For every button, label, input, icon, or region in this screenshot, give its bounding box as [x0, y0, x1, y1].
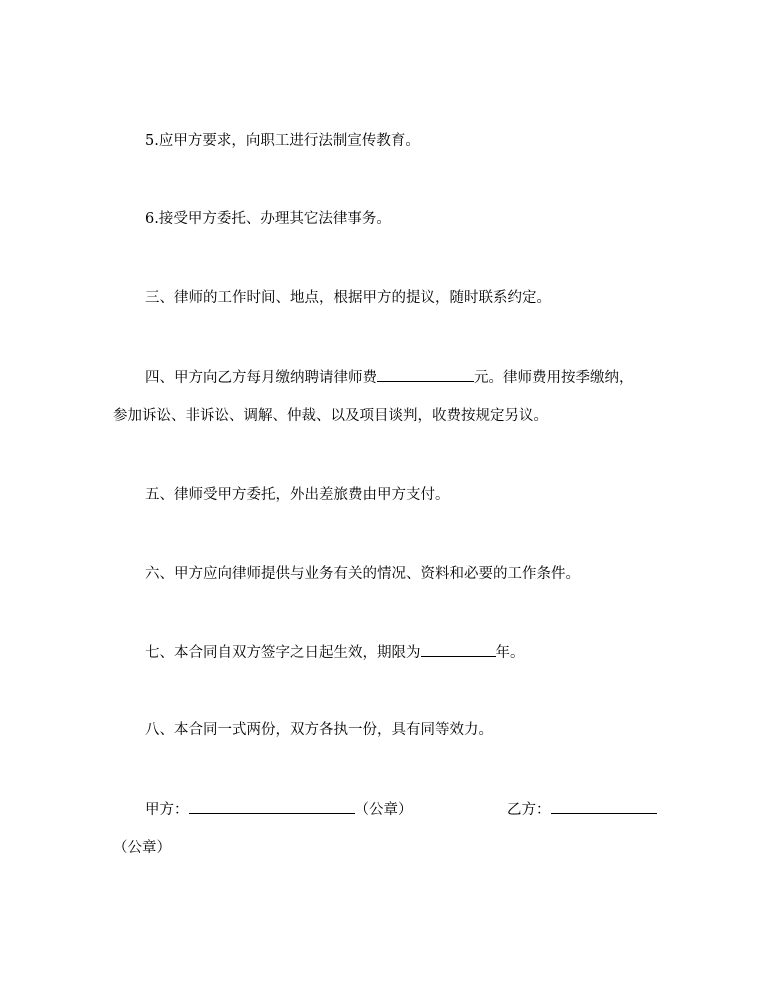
clause-seven-term — [145, 642, 525, 663]
clause-four-suffix: 元。律师费用按季缴纳， — [474, 370, 634, 386]
clause-six-conditions: 六、甲方应向律师提供与业务有关的情况、资料和必要的工作条件。 — [145, 566, 580, 582]
clause-four-fee — [145, 367, 634, 388]
clause-five-travel: 五、律师受甲方委托，外出差旅费由甲方支付。 — [145, 487, 450, 503]
party-a-signature-blank[interactable] — [189, 799, 355, 814]
clause-four-prefix: 四、甲方向乙方每月缴纳聘请律师费 — [145, 370, 377, 386]
clause-three-work-time: 三、律师的工作时间、地点，根据甲方的提议，随时联系约定。 — [145, 290, 551, 306]
clause-5-legal-education: 5.应甲方要求，向职工进行法制宣传教育。 — [145, 133, 420, 149]
clause-6-other-affairs: 6.接受甲方委托、办理其它法律事务。 — [145, 211, 391, 227]
clause-eight-copies: 八、本合同一式两份，双方各执一份，具有同等效力。 — [145, 722, 493, 738]
clause-seven-suffix: 年。 — [495, 645, 525, 661]
party-b-signature-blank[interactable] — [551, 799, 657, 814]
party-a-seal: （公章） — [354, 802, 413, 818]
signature-party-b — [507, 799, 657, 820]
fee-amount-blank[interactable] — [377, 367, 474, 382]
party-b-label: 乙方： — [507, 802, 551, 818]
clause-four-continuation: 参加诉讼、非诉讼、调解、仲裁、以及项目谈判，收费按规定另议。 — [113, 408, 548, 424]
signature-party-a — [145, 799, 413, 820]
term-years-blank[interactable] — [421, 642, 496, 657]
clause-seven-prefix: 七、本合同自双方签字之日起生效，期限为 — [145, 645, 421, 661]
party-a-label: 甲方： — [145, 802, 189, 818]
party-b-seal: （公章） — [113, 840, 171, 856]
